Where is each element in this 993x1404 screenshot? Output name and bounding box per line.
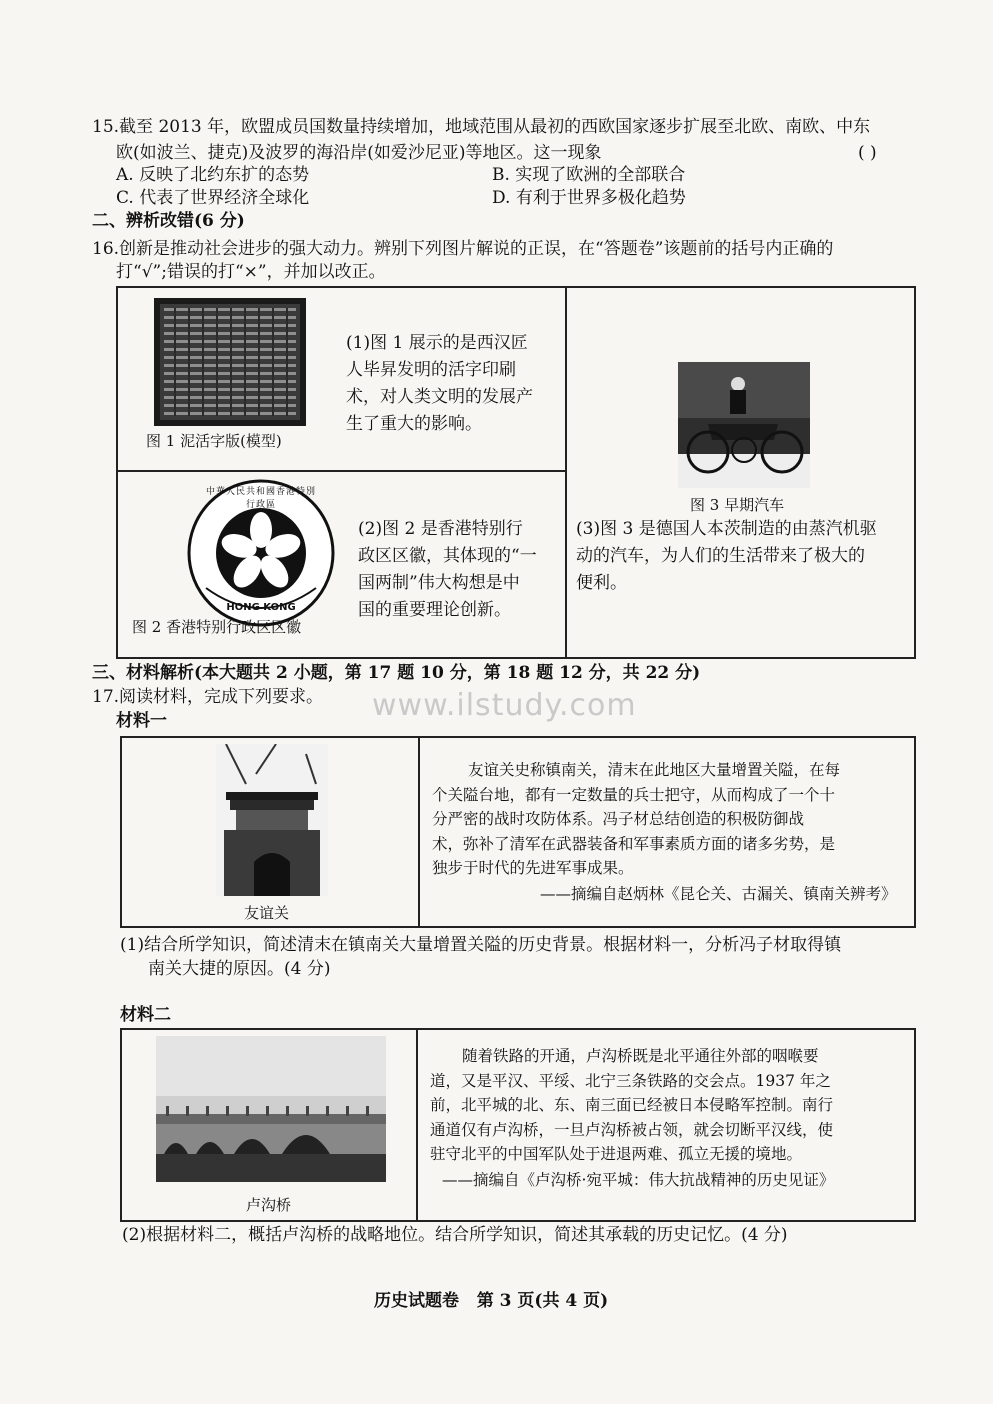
material1-text-body [432, 783, 835, 881]
material2-text-line: 道，又是平汉、平绥、北宁三条铁路的交会点。1937 年之 [430, 1071, 831, 1090]
movable-type-image [154, 298, 306, 426]
material1-label: 材料一 [116, 711, 167, 731]
friendship-pass-image [216, 744, 328, 896]
fig2-text-line: (2)图 2 是香港特别行 [358, 519, 523, 539]
material1-text-line: 独步于时代的先进军事成果。 [432, 859, 634, 877]
material1-source: ——摘编自赵炳林《昆仑关、古漏关、镇南关辨考》 [540, 885, 897, 903]
q15-option-c: C. 代表了世界经济全球化 [116, 188, 310, 208]
material1-text-line: 术，弥补了清军在武器装备和军事素质方面的诸多劣势，是 [432, 834, 836, 853]
material2-label: 材料二 [120, 1005, 171, 1025]
fig3-text [576, 516, 877, 597]
material1-caption: 友谊关 [244, 904, 290, 922]
fig2-text-line: 政区区徽，其体现的“一 [358, 546, 537, 566]
q15-option-b: B. 实现了欧洲的全部联合 [492, 165, 686, 185]
material2-text [462, 1044, 819, 1069]
emblem-chinese-text: 中華人民共和國香港特別行政區 [206, 487, 317, 510]
q17-stem: 17.阅读材料，完成下列要求。 [92, 687, 324, 707]
fig1-caption: 图 1 泥活字版(模型) [146, 432, 282, 450]
fig3-text-line: (3)图 3 是德国人本茨制造的由蒸汽机驱 [576, 519, 877, 539]
fig3-caption: 图 3 早期汽车 [690, 496, 785, 514]
q17-sub1-line1: (1)结合所学知识，简述清末在镇南关大量增置关隘的历史背景。根据材料一，分析冯子材取得镇 [120, 935, 842, 955]
q17-sub1-line2: 南关大捷的原因。(4 分) [148, 959, 331, 979]
material2-text-body [430, 1069, 833, 1167]
fig1-text-line: 生了重大的影响。 [346, 414, 482, 434]
fig2-text-line: 国两制”伟大构想是中 [358, 573, 520, 593]
q15-stem-line2: 欧(如波兰、捷克)及波罗的海沿岸(如爱沙尼亚)等地区。这一现象 [116, 143, 602, 163]
material2-text-line: 驻守北平的中国军队处于进退两难、孤立无援的境地。 [430, 1145, 803, 1163]
material1-text-line: 友谊关史称镇南关，清末在此地区大量增置关隘，在每 [468, 761, 841, 779]
fig2-text-line: 国的重要理论创新。 [358, 600, 511, 620]
q17-sub2: (2)根据材料二，概括卢沟桥的战略地位。结合所学知识，简述其承载的历史记忆。(4 分) [122, 1225, 788, 1245]
fig1-text-line: 人毕昇发明的活字印刷 [346, 360, 516, 380]
q15-option-d: D. 有利于世界多极化趋势 [492, 188, 686, 208]
page-footer: 历史试题卷 第 3 页(共 4 页) [374, 1291, 609, 1311]
emblem-hong-kong-text: HONG KONG [226, 602, 296, 613]
material1-text-line: 分严密的战时攻防体系。冯子材总结创造的积极防御战 [432, 810, 805, 828]
hong-kong-emblem-image [186, 478, 336, 628]
q16-stem-line2: 打“√”;错误的打“×”，并加以改正。 [116, 262, 386, 282]
q16-figure-table [116, 286, 916, 659]
q16-stem-line1: 16.创新是推动社会进步的强大动力。辨别下列图片解说的正误，在“答题卷”该题前的括号内正确的 [92, 239, 834, 259]
q15-answer-bracket: ( ) [858, 143, 877, 163]
fig1-text [346, 330, 533, 438]
material1-text-line: 个关隘台地，都有一定数量的兵士把守，从而构成了一个十 [432, 785, 836, 804]
material2-text-line: 随着铁路的开通，卢沟桥既是北平通往外部的咽喉要 [462, 1047, 819, 1065]
early-car-image [678, 362, 810, 488]
material1-text [468, 758, 840, 783]
section2-title: 二、辨析改错(6 分) [92, 211, 245, 231]
material2-text-line: 前，北平城的北、东、南三面已经被日本侵略军控制。南行 [430, 1096, 834, 1114]
fig3-text-line: 动的汽车，为人们的生活带来了极大的 [576, 546, 865, 566]
q15-option-a: A. 反映了北约东扩的态势 [116, 165, 310, 185]
fig3-text-line: 便利。 [576, 573, 627, 593]
material2-source: ——摘编自《卢沟桥·宛平城：伟大抗战精神的历史见证》 [442, 1171, 835, 1189]
material2-box [120, 1028, 916, 1222]
lugou-bridge-image [156, 1036, 386, 1182]
fig1-text-line: 术，对人类文明的发展产 [346, 387, 533, 407]
fig2-text [358, 516, 537, 624]
material2-text-line: 通道仅有卢沟桥，一旦卢沟桥被占领，就会切断平汉线，使 [430, 1120, 834, 1139]
material2-caption: 卢沟桥 [246, 1196, 292, 1214]
q15-stem-line1: 15.截至 2013 年，欧盟成员国数量持续增加，地域范围从最初的西欧国家逐步扩展至北欧、南欧、中东 [92, 117, 871, 137]
material1-box [120, 736, 916, 928]
fig1-text-line: (1)图 1 展示的是西汉匠 [346, 333, 528, 353]
fig2-caption: 图 2 香港特别行政区区徽 [132, 618, 302, 636]
section3-title: 三、材料解析(本大题共 2 小题，第 17 题 10 分，第 18 题 12 分，共 22 分) [92, 663, 701, 683]
watermark: www.ilstudy.com [372, 688, 637, 723]
